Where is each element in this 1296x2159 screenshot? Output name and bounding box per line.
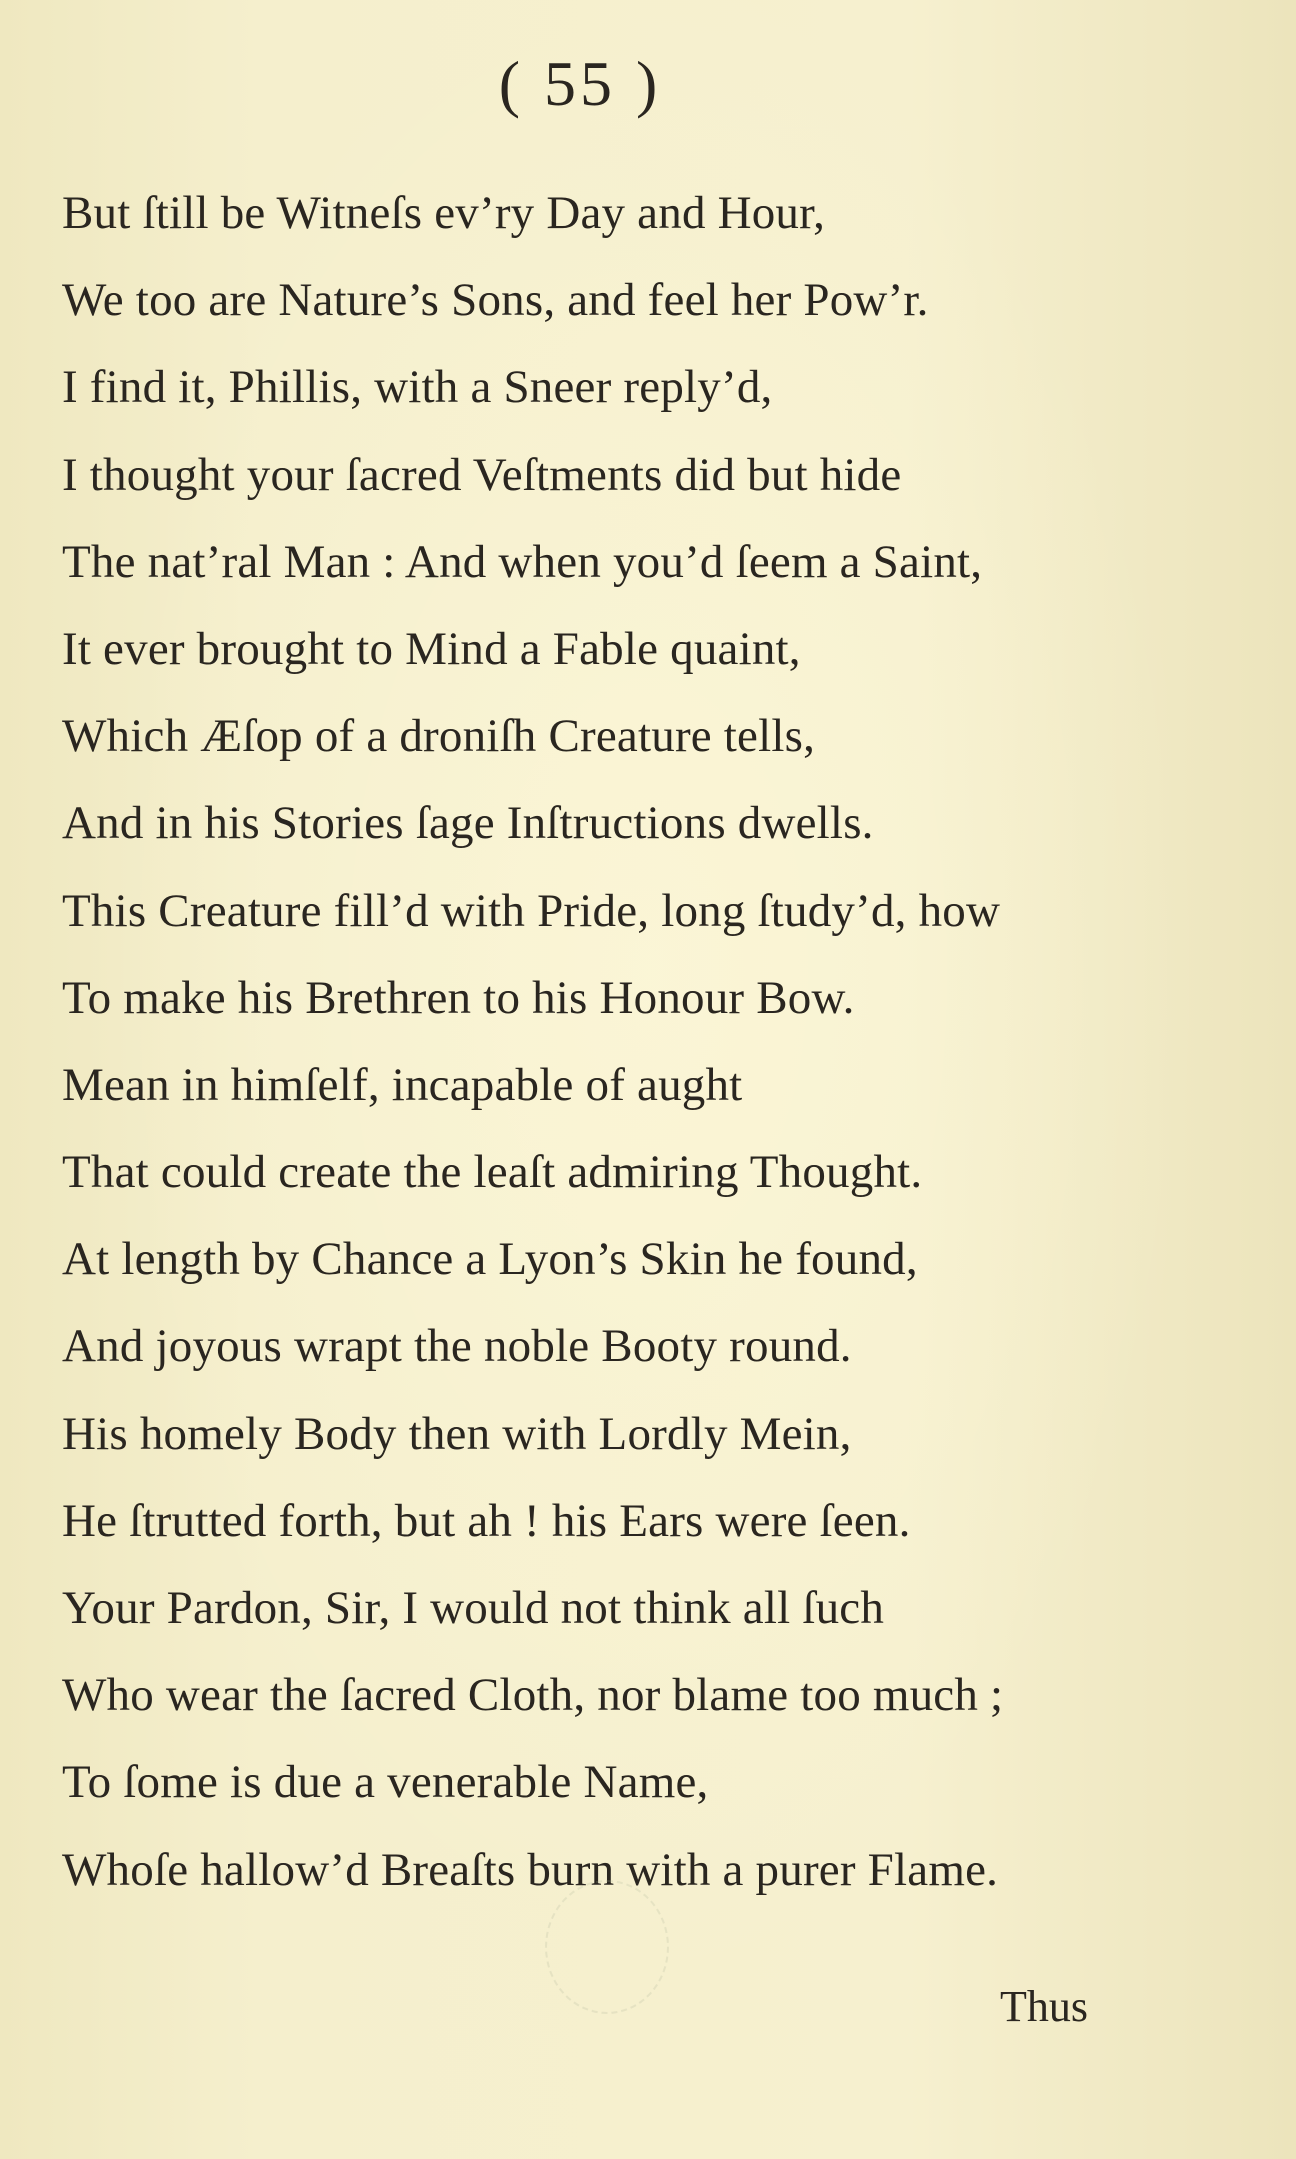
catchword: Thus	[1000, 1982, 1088, 2031]
verse-line: He ſtrutted forth, but ah ! his Ears were ſeen.	[62, 1494, 911, 1547]
verse-line: It ever brought to Mind a Fable quaint,	[62, 622, 801, 675]
verse-line: At length by Chance a Lyon’s Skin he found,	[62, 1233, 918, 1286]
page-number: ( 55 )	[498, 48, 662, 119]
verse-line: Who wear the ſacred Cloth, nor blame too much ;	[62, 1669, 1004, 1722]
verse-line: We too are Nature’s Sons, and feel her Pow’r.	[62, 274, 929, 327]
verse-line: The nat’ral Man : And when you’d ſeem a Saint,	[62, 535, 983, 588]
verse-line: To make his Brethren to his Honour Bow.	[62, 971, 855, 1024]
verse-line: And in his Stories ſage Inſtructions dwells.	[62, 797, 874, 850]
verse-line: Whoſe hallow’d Breaſts burn with a purer Flame.	[62, 1843, 999, 1896]
poem-text	[62, 170, 1132, 1914]
verse-line: And joyous wrapt the noble Booty round.	[62, 1320, 852, 1373]
verse-line: But ſtill be Witneſs ev’ry Day and Hour,	[62, 187, 826, 239]
verse-line: Mean in himſelf, incapable of aught	[62, 1058, 743, 1111]
library-stamp-mark	[545, 1880, 669, 2014]
verse-line: Your Pardon, Sir, I would not think all ſuch	[62, 1582, 885, 1634]
verse-line: I find it, Phillis, with a Sneer reply’d,	[62, 361, 773, 414]
verse-line: His homely Body then with Lordly Mein,	[62, 1407, 852, 1460]
verse-line: This Creature fill’d with Pride, long ſtudy’d, how	[62, 884, 1001, 937]
verse-line: To ſome is due a venerable Name,	[62, 1756, 709, 1809]
verse-line: Which Æſop of a droniſh Creature tells,	[62, 710, 816, 763]
verse-line: That could create the leaſt admiring Thought.	[62, 1146, 923, 1199]
verse-line: I thought your ſacred Veſtments did but hide	[62, 448, 902, 501]
